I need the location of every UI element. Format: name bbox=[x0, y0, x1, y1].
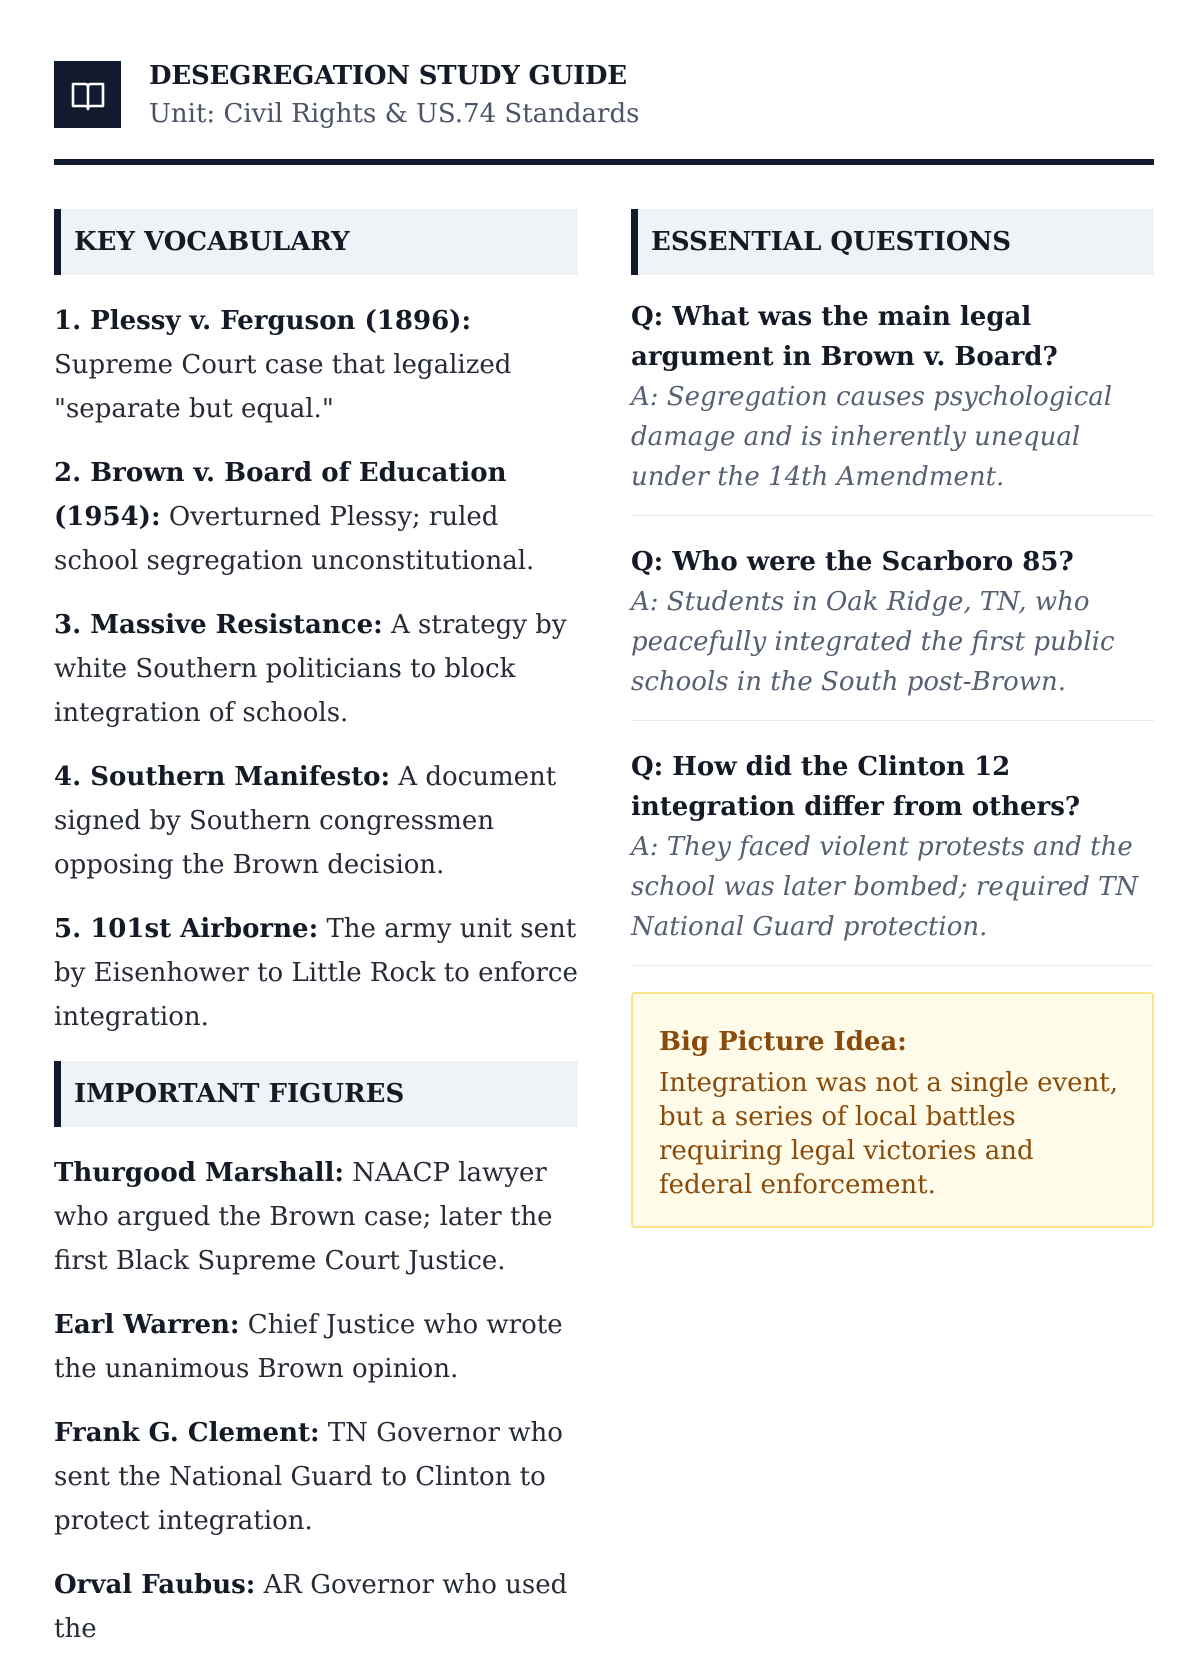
open-book-icon bbox=[54, 61, 121, 128]
big-picture-title: Big Picture Idea: bbox=[659, 1027, 907, 1057]
list-item bbox=[54, 755, 578, 887]
figures-heading: IMPORTANT FIGURES bbox=[54, 1061, 578, 1127]
vocab-definition: Supreme Court case that legalized "separate but equal." bbox=[54, 350, 512, 424]
right-column bbox=[631, 209, 1154, 1228]
vocab-term: 4. Southern Manifesto: bbox=[54, 762, 391, 792]
question-text: Q: What was the main legal argument in Brown v. Board? bbox=[631, 302, 1058, 372]
question-text: Q: Who were the Scarboro 85? bbox=[631, 547, 1074, 577]
vocab-term: 5. 101st Airborne: bbox=[54, 914, 319, 944]
question-item bbox=[631, 747, 1154, 966]
vocab-definition: A strategy by white Southern politicians to block integration of schools. bbox=[54, 610, 567, 728]
vocabulary-list bbox=[54, 299, 578, 1039]
list-item bbox=[54, 907, 578, 1039]
answer-text: A: Students in Oak Ridge, TN, who peacefully integrated the first public schools in the South post-Brown. bbox=[631, 587, 1115, 697]
list-item bbox=[54, 1563, 578, 1651]
figure-description: NAACP lawyer who argued the Brown case; later the first Black Supreme Court Justice. bbox=[54, 1158, 553, 1276]
list-item bbox=[54, 1411, 578, 1543]
figure-name: Earl Warren: bbox=[54, 1310, 240, 1340]
answer-text: A: They faced violent protests and the school was later bombed; required TN National Guard protection. bbox=[631, 832, 1139, 942]
figure-name: Frank G. Clement: bbox=[54, 1418, 320, 1448]
page-subtitle: Unit: Civil Rights & US.74 Standards bbox=[149, 99, 640, 129]
figure-description: Chief Justice who wrote the unanimous Brown opinion. bbox=[54, 1310, 563, 1384]
list-item bbox=[54, 299, 578, 431]
vocab-definition: A document signed by Southern congressmen opposing the Brown decision. bbox=[54, 762, 557, 880]
questions-heading: ESSENTIAL QUESTIONS bbox=[631, 209, 1154, 275]
question-item bbox=[631, 542, 1154, 721]
header bbox=[54, 61, 1154, 165]
list-item bbox=[54, 603, 578, 735]
figures-list bbox=[54, 1151, 578, 1651]
vocab-term: 3. Massive Resistance: bbox=[54, 610, 383, 640]
figure-name: Orval Faubus: bbox=[54, 1570, 256, 1600]
list-item bbox=[54, 1303, 578, 1391]
vocab-term: 1. Plessy v. Ferguson (1896): bbox=[54, 306, 472, 336]
vocab-definition: Overturned Plessy; ruled school segregation unconstitutional. bbox=[54, 502, 535, 576]
question-item bbox=[631, 297, 1154, 516]
page-title: DESEGREGATION STUDY GUIDE bbox=[149, 61, 627, 91]
figure-name: Thurgood Marshall: bbox=[54, 1158, 345, 1188]
vocab-term: 2. Brown v. Board of Education (1954): bbox=[54, 458, 507, 532]
vocab-definition: The army unit sent by Eisenhower to Little Rock to enforce integration. bbox=[54, 914, 578, 1032]
big-picture-text: Integration was not a single event, but a series of local battles requiring legal victories and federal enforcement. bbox=[659, 1068, 1119, 1200]
list-item bbox=[54, 451, 578, 583]
study-guide-page bbox=[54, 0, 1154, 1644]
question-text: Q: How did the Clinton 12 integration differ from others? bbox=[631, 752, 1081, 822]
figure-description: TN Governor who sent the National Guard to Clinton to protect integration. bbox=[54, 1418, 563, 1536]
vocabulary-heading: KEY VOCABULARY bbox=[54, 209, 578, 275]
figure-description: AR Governor who used the bbox=[54, 1570, 568, 1644]
big-picture-callout bbox=[631, 992, 1154, 1228]
questions-list bbox=[631, 297, 1154, 966]
list-item bbox=[54, 1151, 578, 1283]
left-column bbox=[54, 209, 578, 1671]
answer-text: A: Segregation causes psychological damage and is inherently unequal under the 14th Amendment. bbox=[631, 382, 1113, 492]
